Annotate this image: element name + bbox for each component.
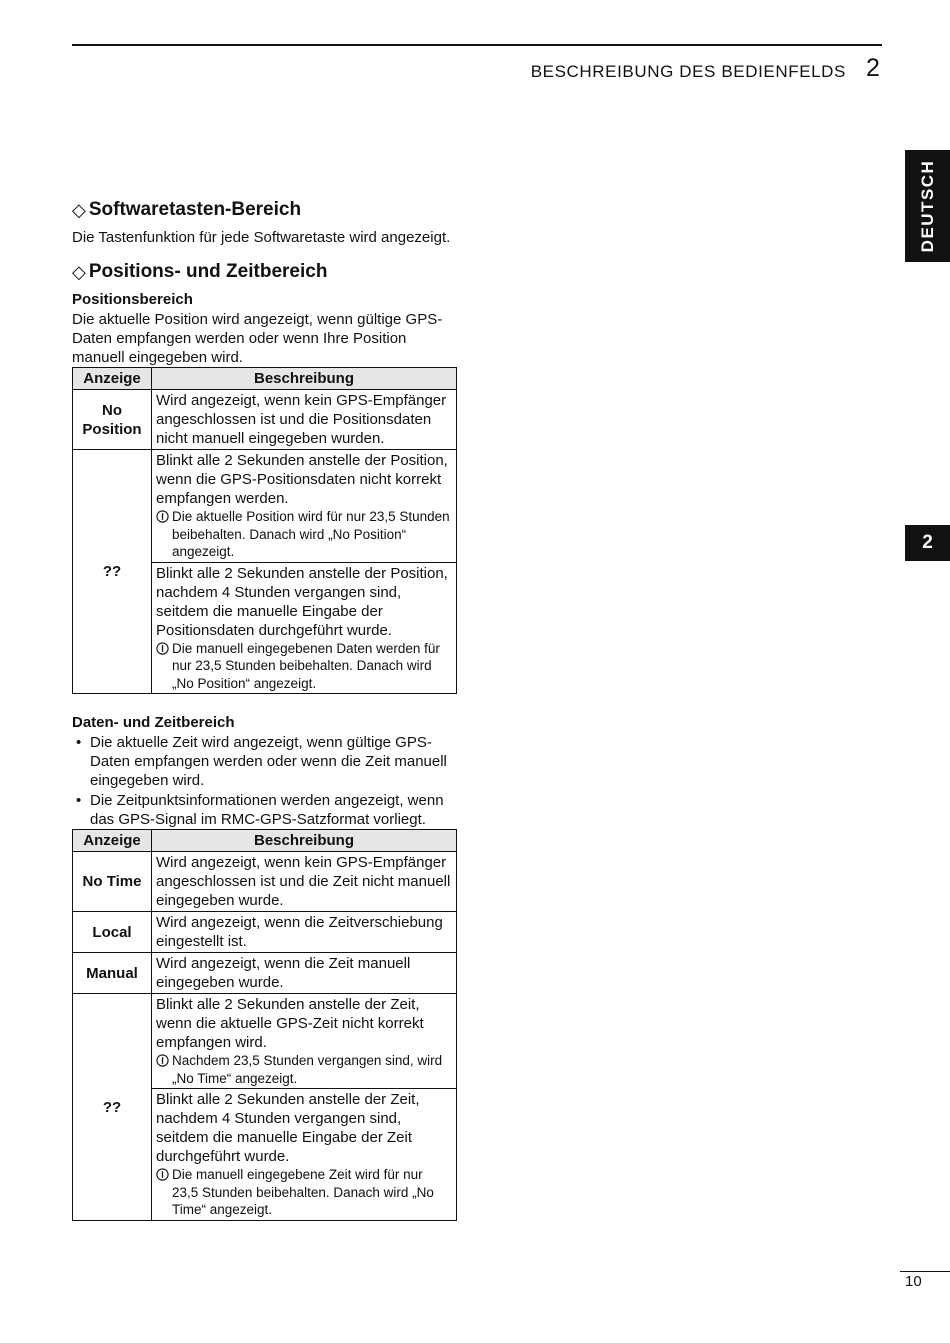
display-key: ?? <box>73 450 152 694</box>
header-chapter-number: 2 <box>866 54 880 82</box>
header-rule <box>72 44 882 46</box>
header-title: BESCHREIBUNG DES BEDIENFELDS <box>530 62 846 81</box>
description-text: Blinkt alle 2 Sekunden anstelle der Position, nachdem 4 Stunden vergangen sind, seitdem die manuelle Eingabe der Positionsdaten durchgeführt wurde. <box>156 564 448 639</box>
display-key: ?? <box>73 994 152 1221</box>
table-row <box>73 953 457 994</box>
display-description: Wird angezeigt, wenn die Zeitverschiebung eingestellt ist. <box>152 912 457 953</box>
position-subtitle: Positionsbereich <box>72 291 193 309</box>
column-header-display: Anzeige <box>73 830 152 852</box>
table-row <box>73 390 457 450</box>
column-header-description: Beschreibung <box>152 830 457 852</box>
time-bullet-list <box>72 733 457 829</box>
info-icon <box>156 1052 172 1087</box>
table-row <box>73 852 457 912</box>
display-description: Wird angezeigt, wenn die Zeit manuell eingegeben wurde. <box>152 953 457 994</box>
list-item: • Die aktuelle Zeit wird angezeigt, wenn gültige GPS-Daten empfangen werden oder wenn die Zeit manuell eingegeben wird. <box>76 733 447 790</box>
page-number-rule <box>900 1271 950 1272</box>
table-row <box>73 994 457 1089</box>
softkey-section-title <box>72 196 457 224</box>
position-time-title-text: Positions- und Zeitbereich <box>88 261 328 283</box>
note-text: Die manuell eingegebene Zeit wird für nur 23,5 Stunden beibehalten. Danach wird „No Time“ angezeigt. <box>172 1167 434 1218</box>
info-icon <box>156 640 172 693</box>
display-description: Wird angezeigt, wenn kein GPS-Empfänger angeschlossen ist und die Zeit nicht manuell eingegeben wurde. <box>152 852 457 912</box>
display-description: Wird angezeigt, wenn kein GPS-Empfänger angeschlossen ist und die Positionsdaten nicht manuell eingegeben wurden. <box>152 390 457 450</box>
description-text: Blinkt alle 2 Sekunden anstelle der Zeit, wenn die aktuelle GPS-Zeit nicht korrekt empfangen wird. <box>156 996 424 1052</box>
display-description <box>152 450 457 563</box>
display-key: Manual <box>73 953 152 994</box>
time-subtitle: Daten- und Zeitbereich <box>72 714 235 732</box>
softkey-title-text: Softwaretasten-Bereich <box>88 199 302 220</box>
table-row <box>73 450 457 563</box>
table-row <box>73 912 457 953</box>
description-text: Blinkt alle 2 Sekunden anstelle der Zeit, nachdem 4 Stunden vergangen sind, seitdem die manuelle Eingabe der Zeit durchgeführt wurde. <box>156 1091 420 1166</box>
display-description <box>152 994 457 1089</box>
table-header-row <box>73 368 457 390</box>
note <box>156 1052 452 1087</box>
display-key: No Position <box>73 390 152 450</box>
info-icon <box>156 508 172 561</box>
position-time-section-title <box>72 258 457 286</box>
page-number: 10 <box>905 1273 922 1290</box>
note <box>156 508 452 561</box>
note <box>156 640 452 693</box>
position-table <box>72 367 457 694</box>
diamond-icon: ◇ <box>72 200 86 220</box>
list-item: • Die Zeitpunktsinformationen werden angezeigt, wenn das GPS-Signal im RMC-GPS-Satzformat vorliegt. <box>76 791 444 828</box>
diamond-icon: ◇ <box>72 262 86 283</box>
time-table <box>72 829 457 1221</box>
display-description <box>152 1089 457 1221</box>
display-description <box>152 562 457 694</box>
bullet-text: Die Zeitpunktsinformationen werden angezeigt, wenn das GPS-Signal im RMC-GPS-Satzformat vorliegt. <box>90 791 444 828</box>
softkey-description: Die Tastenfunktion für jede Softwaretaste wird angezeigt. <box>72 229 451 246</box>
description-text: Blinkt alle 2 Sekunden anstelle der Position, wenn die GPS-Positionsdaten nicht korrekt empfangen werden. <box>156 452 448 508</box>
column-header-display: Anzeige <box>73 368 152 390</box>
main-content <box>72 196 457 1221</box>
bullet-text: Die aktuelle Zeit wird angezeigt, wenn gültige GPS-Daten empfangen werden oder wenn die Zeit manuell eingegeben wird. <box>90 733 447 790</box>
note <box>156 1166 452 1219</box>
note-text: Die aktuelle Position wird für nur 23,5 Stunden beibehalten. Danach wird „No Position“ angezeigt. <box>172 509 450 560</box>
table-header-row <box>73 830 457 852</box>
chapter-tab: 2 <box>905 525 950 561</box>
column-header-description: Beschreibung <box>152 368 457 390</box>
note-text: Nachdem 23,5 Stunden vergangen sind, wird „No Time“ angezeigt. <box>172 1053 443 1086</box>
display-key: Local <box>73 912 152 953</box>
note-text: Die manuell eingegebenen Daten werden für nur 23,5 Stunden beibehalten. Danach wird „No Position“ angezeigt. <box>172 640 440 691</box>
language-tab-label: DEUTSCH <box>917 159 937 253</box>
language-tab <box>905 150 950 262</box>
position-description: Die aktuelle Position wird angezeigt, wenn gültige GPS-Daten empfangen werden oder wenn Ihre Position manuell eingegeben wird. <box>72 310 443 367</box>
info-icon <box>156 1166 172 1219</box>
display-key: No Time <box>73 852 152 912</box>
